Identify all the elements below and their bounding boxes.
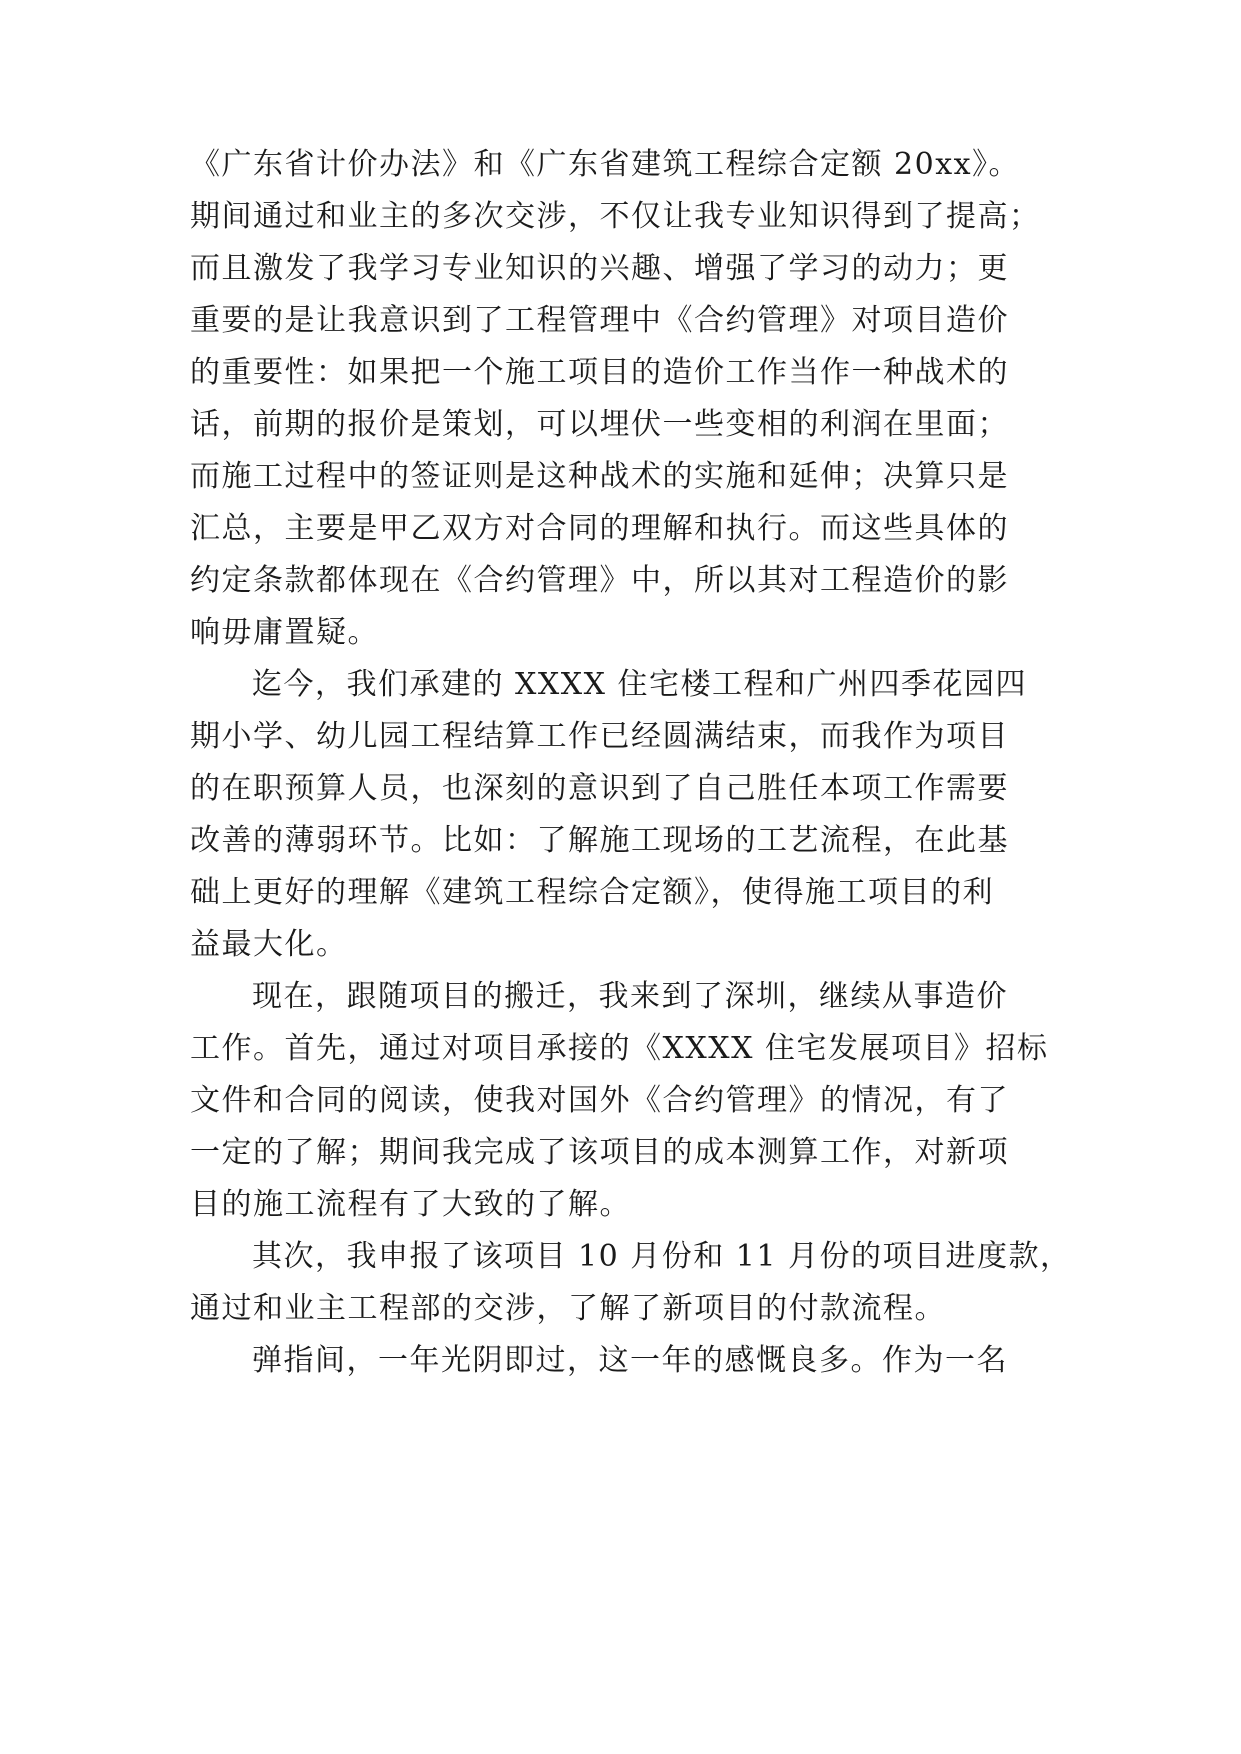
text-line: 话，前期的报价是策划，可以埋伏一些变相的利润在里面； (190, 407, 1009, 442)
text-line: 响毋庸置疑。 (190, 615, 379, 650)
text-line: 益最大化。 (190, 927, 348, 962)
text-line: 的重要性：如果把一个施工项目的造价工作当作一种战术的 (190, 355, 1009, 390)
text-line: 工作。首先，通过对项目承接的《XXXX 住宅发展项目》招标 (190, 1031, 1049, 1066)
text-line: 重要的是让我意识到了工程管理中《合约管理》对项目造价 (190, 303, 1009, 338)
text-line: 的在职预算人员，也深刻的意识到了自己胜任本项工作需要 (190, 771, 1009, 806)
text-line: 改善的薄弱环节。比如：了解施工现场的工艺流程，在此基 (190, 823, 1009, 858)
text-line: 目的施工流程有了大致的了解。 (190, 1187, 631, 1222)
text-line: 通过和业主工程部的交涉，了解了新项目的付款流程。 (190, 1291, 946, 1326)
text-line: 期间通过和业主的多次交涉，不仅让我专业知识得到了提高； (190, 199, 1041, 234)
paragraph-first-line: 其次，我申报了该项目 10 月份和 11 月份的项目进度款， (252, 1239, 1072, 1274)
text-line: 约定条款都体现在《合约管理》中，所以其对工程造价的影 (190, 563, 1009, 598)
paragraph-first-line: 迄今，我们承建的 XXXX 住宅楼工程和广州四季花园四 (252, 667, 1028, 702)
text-line: 汇总，主要是甲乙双方对合同的理解和执行。而这些具体的 (190, 511, 1009, 546)
text-line: 文件和合同的阅读，使我对国外《合约管理》的情况，有了 (190, 1083, 1009, 1118)
text-line: 《广东省计价办法》和《广东省建筑工程综合定额 20xx》。 (190, 147, 1021, 182)
paragraph-first-line: 现在，跟随项目的搬迁，我来到了深圳，继续从事造价 (252, 979, 1008, 1014)
text-line: 期小学、幼儿园工程结算工作已经圆满结束，而我作为项目 (190, 719, 1009, 754)
text-line: 一定的了解；期间我完成了该项目的成本测算工作，对新项 (190, 1135, 1009, 1170)
text-line: 而施工过程中的签证则是这种战术的实施和延伸；决算只是 (190, 459, 1009, 494)
text-line: 而且激发了我学习专业知识的兴趣、增强了学习的动力；更 (190, 251, 1009, 286)
paragraph-first-line: 弹指间，一年光阴即过，这一年的感慨良多。作为一名 (252, 1343, 1008, 1378)
text-line: 础上更好的理解《建筑工程综合定额》，使得施工项目的利 (190, 875, 994, 910)
